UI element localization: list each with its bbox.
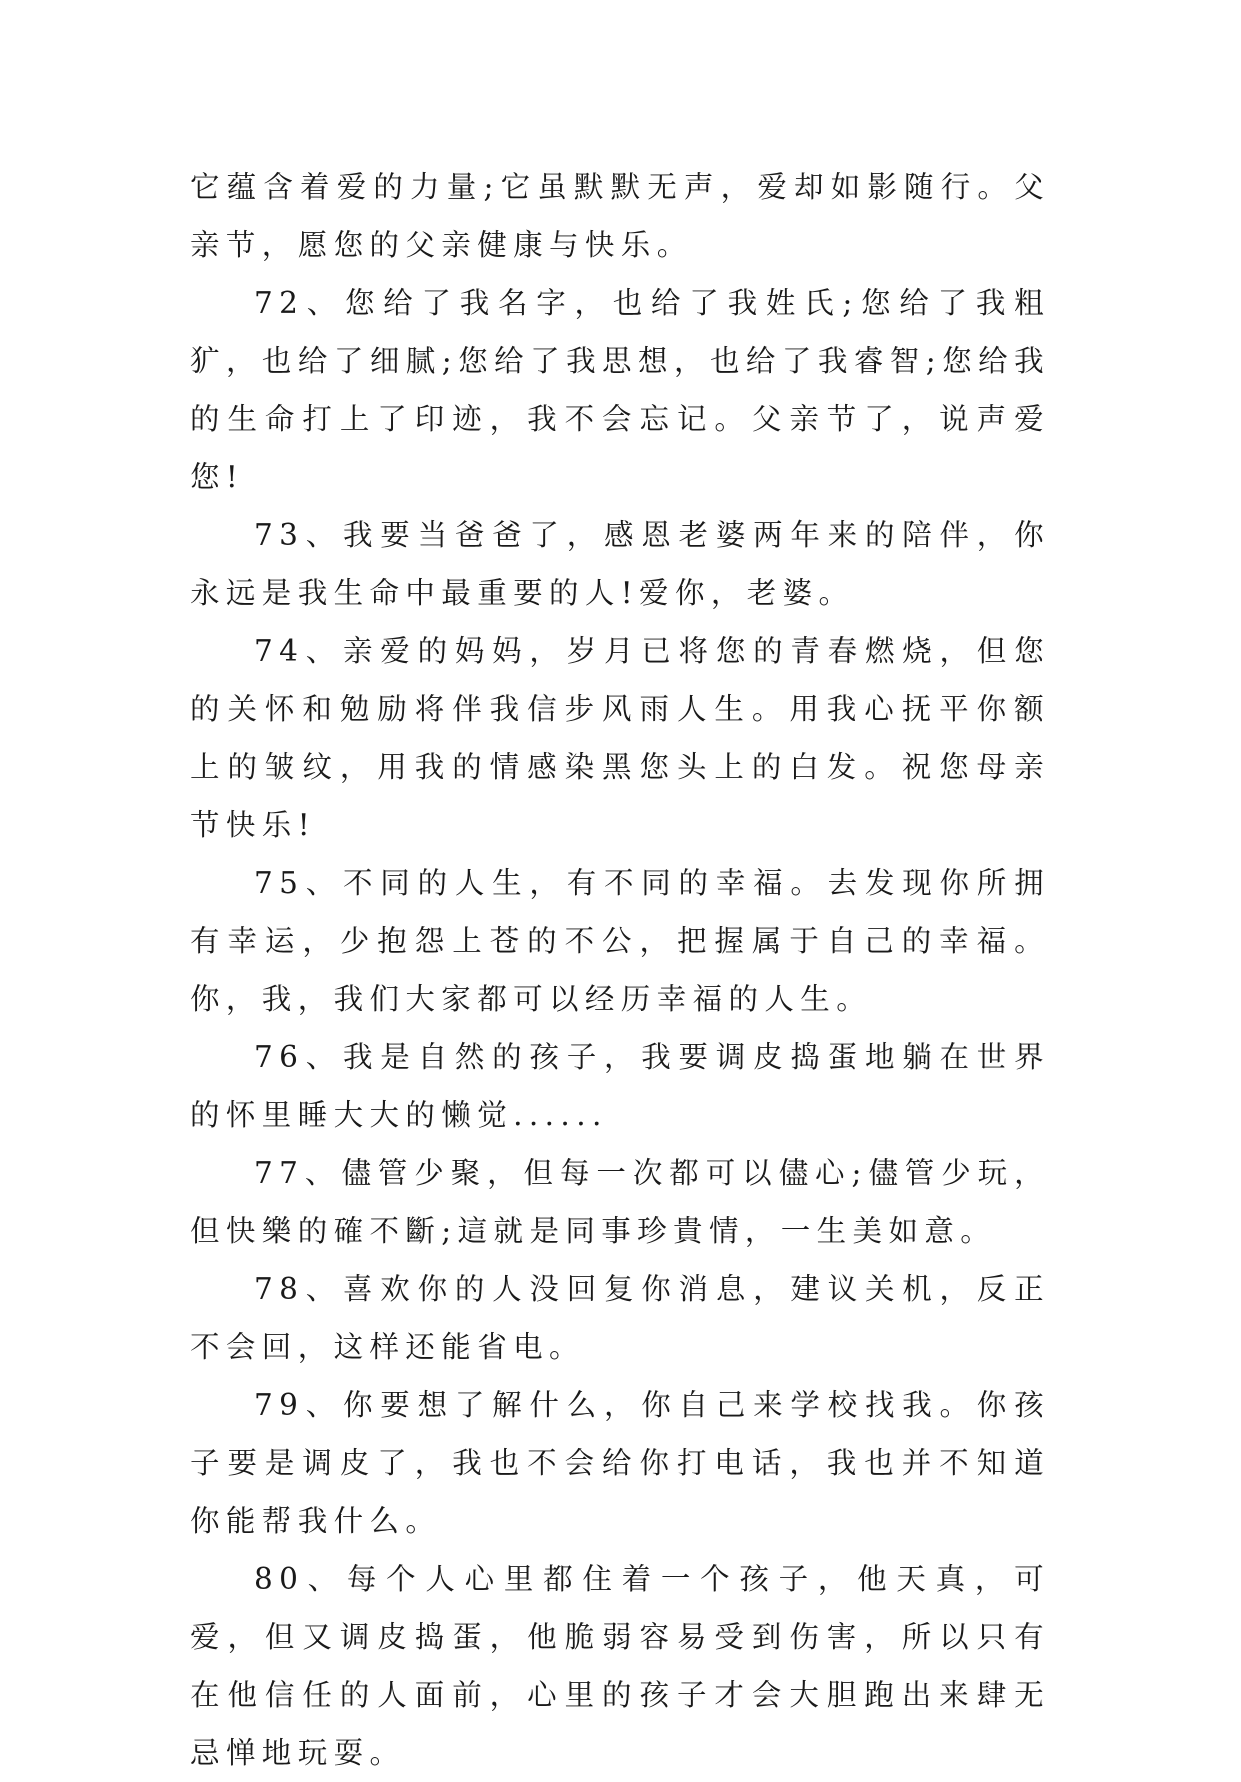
paragraph-74: 74、亲爱的妈妈，岁月已将您的青春燃烧，但您的关怀和勉励将伴我信步风雨人生。用我心抚平你额上的皱纹，用我的情感染黑您头上的白发。祝您母亲节快乐! — [190, 634, 1050, 842]
paragraph-75: 75、不同的人生，有不同的幸福。去发现你所拥有幸运，少抱怨上苍的不公，把握属于自己的幸福。你，我，我们大家都可以经历幸福的人生。 — [190, 866, 1050, 1016]
paragraph-76: 76、我是自然的孩子，我要调皮捣蛋地躺在世界的怀里睡大大的懒觉...... — [190, 1040, 1050, 1132]
paragraph-continuation: 它蕴含着爱的力量;它虽默默无声，爱却如影随行。父亲节，愿您的父亲健康与快乐。 — [190, 170, 1050, 262]
paragraph-80: 80、每个人心里都住着一个孩子，他天真，可爱，但又调皮捣蛋，他脆弱容易受到伤害，所以只有在他信任的人面前，心里的孩子才会大胆跑出来肆无忌惮地玩耍。 — [190, 1562, 1050, 1770]
document-body — [190, 158, 1050, 1782]
paragraph-73: 73、我要当爸爸了，感恩老婆两年来的陪伴，你永远是我生命中最重要的人!爱你，老婆。 — [190, 518, 1050, 610]
paragraph-72: 72、您给了我名字，也给了我姓氏;您给了我粗犷，也给了细腻;您给了我思想，也给了我睿智;您给我的生命打上了印迹，我不会忘记。父亲节了，说声爱您! — [190, 286, 1050, 494]
paragraph-78: 78、喜欢你的人没回复你消息，建议关机，反正不会回，这样还能省电。 — [190, 1272, 1050, 1364]
paragraph-77: 77、儘管少聚，但每一次都可以儘心;儘管少玩，但快樂的確不斷;這就是同事珍貴情，一生美如意。 — [190, 1156, 1050, 1248]
paragraph-79: 79、你要想了解什么，你自己来学校找我。你孩子要是调皮了，我也不会给你打电话，我也并不知道你能帮我什么。 — [190, 1388, 1050, 1538]
